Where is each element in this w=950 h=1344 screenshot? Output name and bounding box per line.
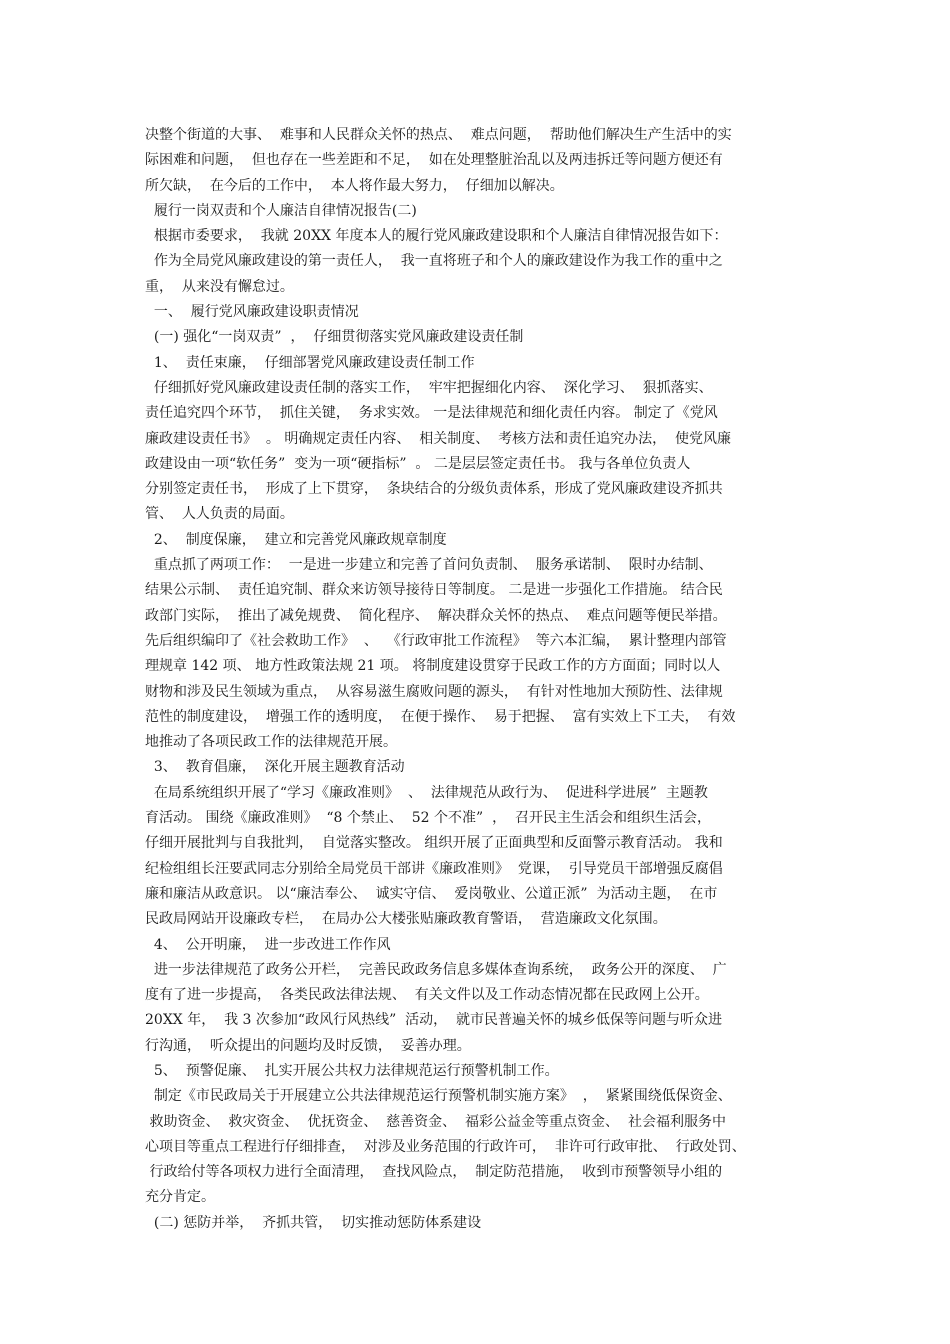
text-line: 际困难和问题， 但也存在一些差距和不足， 如在处理整脏治乱以及两违拆迁等问题方便还有 bbox=[145, 152, 723, 169]
text-line: 范性的制度建设， 增强工作的透明度， 在便于操作、 易于把握、 富有实效上下工夫， 有效 bbox=[145, 708, 736, 725]
section-title: 履行一岗双责和个人廉洁自律情况报告(二) bbox=[145, 202, 417, 219]
text-line: 财物和涉及民生领域为重点， 从容易滋生腐败问题的源头， 有针对性地加大预防性、法律规 bbox=[145, 683, 723, 700]
text-line: 责任追究四个环节， 抓住关键， 务求实效。 一是法律规范和细化责任内容。 制定了《党风 bbox=[145, 405, 718, 422]
document-page bbox=[145, 123, 820, 1236]
text-line: 度有了进一步提高， 各类民政法律法规、 有关文件以及工作动态情况都在民政网上公开。 bbox=[145, 987, 709, 1004]
text-line: 制定《市民政局关于开展建立公共法律规范运行预警机制实施方案》 ， 紧紧围绕低保资金、 bbox=[145, 1088, 732, 1105]
text-line: 廉政建设责任书》 。 明确规定责任内容、 相关制度、 考核方法和责任追究办法， 使党风廉 bbox=[145, 430, 732, 447]
text-line: 仔细开展批判与自我批判， 自觉落实整改。 组织开展了正面典型和反面警示教育活动。 我和 bbox=[145, 835, 723, 852]
text-line: 所欠缺， 在今后的工作中， 本人将作最大努力， 仔细加以解决。 bbox=[145, 177, 564, 194]
text-line: 进一步法律规范了政务公开栏， 完善民政政务信息多媒体查询系统， 政务公开的深度、 广 bbox=[145, 961, 727, 978]
section-heading: 一、 履行党风廉政建设职责情况 bbox=[145, 304, 359, 321]
item-heading: 3、 教育倡廉， 深化开展主题教育活动 bbox=[145, 759, 405, 776]
item-heading: 2、 制度保廉， 建立和完善党风廉政规章制度 bbox=[145, 531, 447, 548]
text-line: 20XX 年， 我 3 次参加“政风行风热线” 活动， 就市民普遍关怀的城乡低保等问题与听众进 bbox=[145, 1012, 723, 1029]
text-line: 分别签定责任书， 形成了上下贯穿， 条块结合的分级负责体系，形成了党风廉政建设齐抓共 bbox=[145, 481, 723, 498]
text-line: 行沟通， 听众提出的问题均及时反馈， 妥善办理。 bbox=[145, 1037, 471, 1054]
text-line: 育活动。 围绕《廉政准则》 “8 个禁止、 52 个不准” ， 召开民主生活会和组织生活会， bbox=[145, 810, 711, 827]
item-heading: 4、 公开明廉， 进一步改进工作作风 bbox=[145, 936, 391, 953]
text-line: 重， 从来没有懈怠过。 bbox=[145, 278, 294, 295]
text-line: 民政局网站开设廉政专栏， 在局办公大楼张贴廉政教育警语， 营造廉政文化氛围。 bbox=[145, 911, 667, 928]
text-line: 心项目等重点工程进行仔细排查， 对涉及业务范围的行政许可， 非许可行政审批、 行政处罚、 bbox=[145, 1138, 746, 1155]
text-line: 充分肯定。 bbox=[145, 1189, 215, 1206]
text-line: 在局系统组织开展了“学习《廉政准则》 、 法律规范从政行为、 促进科学进展” 主题教 bbox=[145, 784, 708, 801]
text-line: 先后组织编印了《社会救助工作》 、 《行政审批工作流程》 等六本汇编， 累计整理内部管 bbox=[145, 632, 727, 649]
text-line: 理规章 142 项、 地方性政策法规 21 项。 将制度建设贯穿于民政工作的方方面面；同时以人 bbox=[145, 658, 721, 675]
subsection-heading: (一) 强化“一岗双责” ， 仔细贯彻落实党风廉政建设责任制 bbox=[145, 329, 524, 346]
item-heading: 1、 责任束廉， 仔细部署党风廉政建设责任制工作 bbox=[145, 354, 475, 371]
text-line: 廉和廉洁从政意识。 以“廉洁奉公、 诚实守信、 爱岗敬业、公道正派” 为活动主题， 在市 bbox=[145, 885, 718, 902]
text-line: 决整个街道的大事、 难事和人民群众关怀的热点、 难点问题， 帮助他们解决生产生活中的实 bbox=[145, 127, 732, 143]
text-line: 根据市委要求， 我就 20XX 年度本人的履行党风廉政建设职和个人廉洁自律情况报告如下： bbox=[145, 228, 728, 245]
text-line: 管、 人人负责的局面。 bbox=[145, 506, 294, 523]
text-line: 重点抓了两项工作： 一是进一步建立和完善了首问负责制、 服务承诺制、 限时办结制、 bbox=[145, 557, 713, 574]
text-line: 纪检组组长汪要武同志分别给全局党员干部讲《廉政准则》 党课， 引导党员干部增强反腐倡 bbox=[145, 860, 723, 877]
text-line: 仔细抓好党风廉政建设责任制的落实工作， 牢牢把握细化内容、 深化学习、 狠抓落实、 bbox=[145, 379, 713, 396]
text-line: 行政给付等各项权力进行全面清理， 查找风险点， 制定防范措施， 收到市预警领导小组的 bbox=[145, 1164, 723, 1181]
text-line: 政部门实际， 推出了减免规费、 简化程序、 解决群众关怀的热点、 难点问题等便民举措。 bbox=[145, 607, 727, 624]
text-line: 救助资金、 救灾资金、 优抚资金、 慈善资金、 福彩公益金等重点资金、 社会福利服务中 bbox=[145, 1113, 726, 1130]
text-line: 政建设由一项“软任务” 变为一项“硬指标” 。 二是层层签定责任书。 我与各单位负责人 bbox=[145, 455, 691, 472]
text-line: 作为全局党风廉政建设的第一责任人， 我一直将班子和个人的廉政建设作为我工作的重中之 bbox=[145, 253, 723, 270]
text-line: 结果公示制、 责任追究制、群众来访领导接待日等制度。 二是进一步强化工作措施。 结合民 bbox=[145, 582, 723, 599]
text-line: 地推动了各项民政工作的法律规范开展。 bbox=[145, 734, 397, 751]
item-heading: 5、 预警促廉、 扎实开展公共权力法律规范运行预警机制工作。 bbox=[145, 1062, 559, 1079]
subsection-heading: (二) 惩防并举， 齐抓共管， 切实推动惩防体系建设 bbox=[145, 1214, 482, 1231]
